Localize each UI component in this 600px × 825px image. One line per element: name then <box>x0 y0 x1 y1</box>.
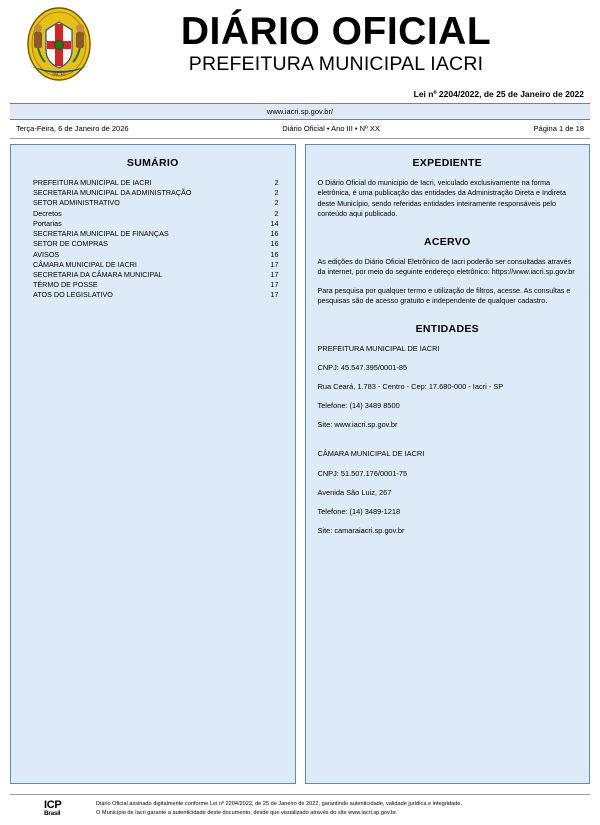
summary-item-page: 17 <box>270 280 279 290</box>
summary-item-label: SECRETARIA MUNICIPAL DA ADMINISTRAÇÃO <box>33 188 192 198</box>
entidades-heading: ENTIDADES <box>415 322 479 335</box>
entity-name: PREFEITURA MUNICIPAL DE IACRI <box>317 343 440 353</box>
coat-of-arms-icon <box>26 6 92 82</box>
summary-item-label: SECRETARIA MUNICIPAL DE FINANÇAS <box>33 229 169 239</box>
summary-item-page: 16 <box>270 229 279 239</box>
footer-line-1: Diário Oficial assinado digitalmente conforme Lei nº 2204/2022, de 25 de Janeiro de 2022, garantindo autenticidade, validade jurídica e integridade. <box>96 801 462 808</box>
summary-panel <box>10 144 296 784</box>
expediente-panel <box>305 144 591 784</box>
expediente-heading: EXPEDIENTE <box>412 157 483 169</box>
summary-item-label: AVISOS <box>33 249 60 259</box>
summary-item-label: Portarias <box>33 218 62 228</box>
entity-cnpj: CNPJ: 51.507.176/0001-75 <box>317 469 408 479</box>
page-footer <box>10 794 590 817</box>
acervo-text <box>318 257 578 307</box>
page-subtitle: PREFEITURA MUNICIPAL IACRI <box>188 53 484 76</box>
summary-item-label: CÂMARA MUNICIPAL DE IACRI <box>33 259 137 269</box>
edition-info-bar <box>10 120 590 139</box>
edition-label: Diário Oficial • Ano III • Nº XX <box>282 124 380 133</box>
summary-item-page: 17 <box>270 259 279 269</box>
list-item[interactable] <box>33 198 279 208</box>
publication-date: Terça-Feira, 6 de Janeiro de 2026 <box>16 124 129 133</box>
site-url-bar[interactable]: www.iacri.sp.gov.br/ <box>10 103 590 120</box>
summary-item-page: 16 <box>270 239 279 249</box>
icp-line-2: Brasil <box>44 809 61 817</box>
masthead-titles <box>96 12 586 75</box>
entity-address: Rua Ceará, 1.783 - Centro - Cep: 17.680-000 - Iacri - SP <box>317 382 504 392</box>
summary-item-label: PREFEITURA MUNICIPAL DE IACRI <box>33 178 152 187</box>
entity-phone: Telefone: (14) 3489-1218 <box>317 507 401 517</box>
entity-prefeitura <box>318 344 578 431</box>
list-item[interactable] <box>33 290 279 300</box>
list-item[interactable] <box>33 229 279 239</box>
expediente-paragraph: O Diário Oficial do municipio de Iacri, veiculado exclusivamente na forma eletrônica, é uma publicação das entidades da Administração Direta e Indireta deste Município, sendo referidas entidades inteiramente responsáveis pelo conteúdo aqui publicado. <box>317 178 567 219</box>
summary-item-page: 2 <box>274 208 279 218</box>
svg-text:IACRI: IACRI <box>52 72 66 78</box>
summary-item-page: 17 <box>270 269 279 279</box>
entity-address: Avenida São Luiz, 267 <box>317 488 392 498</box>
summary-item-label: SETOR DE COMPRAS <box>33 239 108 249</box>
list-item[interactable] <box>33 260 279 270</box>
list-item[interactable] <box>33 239 279 249</box>
footer-legal-text <box>84 800 590 817</box>
list-item[interactable] <box>33 250 279 260</box>
summary-item-page: 17 <box>270 290 279 300</box>
entity-name: CÂMARA MUNICIPAL DE IACRI <box>317 449 425 459</box>
entity-separator <box>316 439 580 449</box>
icp-brasil-logo <box>10 800 84 817</box>
list-item[interactable] <box>33 219 279 229</box>
summary-item-page: 14 <box>270 218 279 228</box>
entity-camara <box>318 449 578 536</box>
summary-heading: SUMÁRIO <box>126 157 179 169</box>
summary-item-label: SECRETARIA DA CÂMARA MUNICIPAL <box>33 269 163 279</box>
summary-item-page: 16 <box>270 249 279 259</box>
list-item[interactable] <box>33 270 279 280</box>
summary-list <box>33 178 279 301</box>
summary-item-label: ATOS DO LEGISLATIVO <box>33 290 113 300</box>
law-reference: Lei nº 2204/2022, de 25 de Janeiro de 2022 <box>413 89 584 99</box>
icp-line-1: ICP <box>44 799 62 812</box>
masthead <box>0 0 600 84</box>
page-title: DIÁRIO OFICIAL <box>180 10 492 54</box>
summary-item-page: 2 <box>274 178 279 187</box>
acervo-paragraph-1: As edições do Diário Oficial Eletrônico de Iacri poderão ser consultadas através da internet, por meio do seguinte endereço eletrônico: https://www.iacri.sp.gov.br <box>317 256 575 277</box>
entity-cnpj: CNPJ: 45.547.395/0001-85 <box>317 363 408 373</box>
summary-item-page: 2 <box>274 188 279 198</box>
footer-line-2: O Município de Iacri garante a autenticidade deste documento, desde que visualizado através do site www.iacri.sp.gov.br. <box>96 809 398 816</box>
entity-site[interactable]: Site: camaraiacri.sp.gov.br <box>317 526 405 536</box>
page-indicator: Página 1 de 18 <box>533 124 584 133</box>
summary-item-page: 2 <box>274 198 279 208</box>
content-columns <box>10 144 590 784</box>
summary-item-label: SETOR ADMINISTRATIVO <box>33 198 120 208</box>
summary-item-label: TÉRMO DE POSSE <box>33 280 98 290</box>
list-item[interactable] <box>33 178 279 188</box>
acervo-heading: ACERVO <box>423 235 471 248</box>
entity-phone: Telefone: (14) 3489 8500 <box>317 401 400 411</box>
expediente-text <box>318 178 578 220</box>
acervo-paragraph-2: Para pesquisa por qualquer termo e utilização de filtros, acesse. As consultas e pesquisas são de acesso gratuito e independente de qualquer cadastro. <box>317 285 571 306</box>
list-item[interactable] <box>33 188 279 198</box>
list-item[interactable] <box>33 209 279 219</box>
summary-item-label: Decretos <box>33 208 62 218</box>
entity-site[interactable]: Site: www.iacri.sp.gov.br <box>317 420 398 430</box>
list-item[interactable] <box>33 280 279 290</box>
